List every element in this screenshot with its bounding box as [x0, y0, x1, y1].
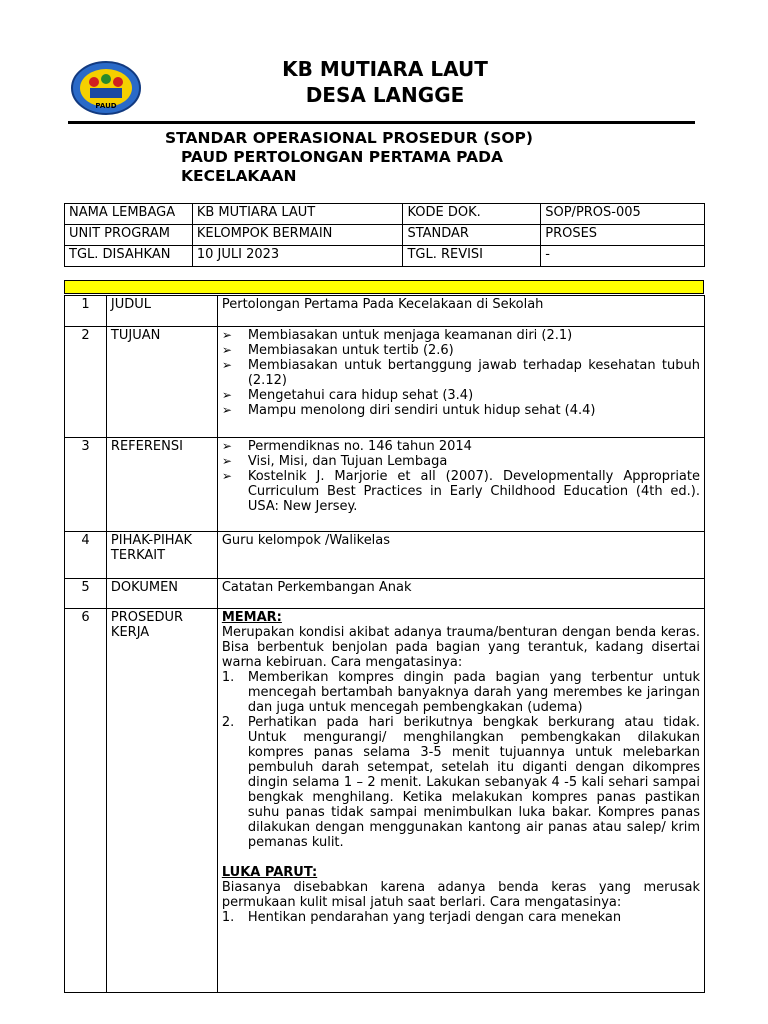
list-item: 2. Perhatikan pada hari berikutnya bengkak berkurang atau tidak. Untuk mengurangi/ menghilangkan pembengkakan dilakukan kompres panas selama 3-5 menit tujuannya untuk melebarkan pembuluh darah setempat, setelah itu diganti dengan dikompres dingin selama 1 – 2 menit. Lakukan sebanyak 4 -5 kali sehari sampai bengkak menghilang. Ketika melakukan kompres panas pastikan suhu panas tidak sampai menimbulkan luka bakar. Kompres panas dilakukan dengan menggunakan kantong air panas atau salep/ krim pemanas kulit. [221, 715, 700, 850]
list-item: ➢ Permendiknas no. 146 tahun 2014 [221, 439, 472, 454]
list-item: ➢ Membiasakan untuk menjaga keamanan diri (2.1) [221, 328, 573, 343]
memar-steps [222, 670, 700, 850]
header-divider [68, 121, 695, 124]
arrow-bullet-icon: ➢ [221, 388, 232, 402]
svg-text:PAUD: PAUD [95, 102, 117, 110]
school-title [230, 56, 540, 108]
arrow-bullet-icon: ➢ [221, 439, 232, 453]
paud-logo [70, 60, 142, 116]
list-item: ➢ Mengetahui cara hidup sehat (3.4) [221, 388, 474, 403]
list-item: ➢ Kostelnik J. Marjorie et all (2007). Developmentally Appropriate Curriculum Best Practices in Early Childhood Education (4th ed.). USA: New Jersey. [221, 469, 700, 514]
list-item: 1. Hentikan pendarahan yang terjadi dengan cara menekan [221, 910, 622, 925]
document-info-table [64, 203, 705, 267]
highlight-bar [64, 280, 704, 294]
list-item: ➢ Membiasakan untuk bertanggung jawab terhadap kesehatan tubuh (2.12) [221, 358, 700, 388]
table-row: 1 JUDUL Pertolongan Pertama Pada Kecelakaan di Sekolah [65, 296, 705, 327]
luka-parut-steps [222, 910, 700, 925]
sop-title: STANDAR OPERASIONAL PROSEDUR (SOP) PAUD PERTOLONGAN PERTAMA PADA KECELAKAAN [165, 129, 533, 185]
luka-parut-intro: Biasanya disebabkan karena adanya benda keras yang merusak permukaan kulit misal jatuh saat berlari. Cara mengatasinya: [221, 880, 700, 910]
list-item: ➢ Mampu menolong diri sendiri untuk hidup sehat (4.4) [221, 403, 596, 418]
memar-heading: MEMAR: [221, 610, 282, 625]
arrow-bullet-icon: ➢ [221, 403, 232, 417]
luka-parut-heading: LUKA PARUT: [221, 865, 318, 880]
school-village: DESA LANGGE [305, 83, 465, 107]
table-row: UNIT PROGRAM KELOMPOK BERMAIN STANDAR PROSES [65, 225, 705, 246]
table-row: TGL. DISAHKAN 10 JULI 2023 TGL. REVISI - [65, 246, 705, 267]
table-row: 3 REFERENSI ➢ Permendiknas no. 146 tahun 2014 ➢ Visi, Misi, dan Tujuan Lembaga ➢ Kostelnik J. Marjorie et all (2007). Developmentally Appropriate Curriculum Best Practices in Early Childhood Education (4th ed.). USA: New Jersey. [65, 438, 705, 532]
list-item: ➢ Visi, Misi, dan Tujuan Lembaga [221, 454, 448, 469]
arrow-bullet-icon: ➢ [221, 343, 232, 357]
table-row: 5 DOKUMEN Catatan Perkembangan Anak [65, 579, 705, 609]
arrow-bullet-icon: ➢ [221, 328, 232, 342]
referensi-list [222, 439, 700, 514]
tujuan-list [222, 328, 700, 418]
table-row: 2 TUJUAN ➢ Membiasakan untuk menjaga keamanan diri (2.1) ➢ Membiasakan untuk tertib (2.6) ➢ Membiasakan untuk bertanggung jawab terhadap kesehatan tubuh (2.12) ➢ Mengetahui cara hidup sehat (3.4) ➢ Mampu menolong diri sendiri untuk hidup sehat (4.4) [65, 327, 705, 438]
table-row: 4 PIHAK-PIHAK TERKAIT Guru kelompok /Walikelas [65, 532, 705, 579]
table-row: NAMA LEMBAGA KB MUTIARA LAUT KODE DOK. SOP/PROS-005 [65, 204, 705, 225]
arrow-bullet-icon: ➢ [221, 469, 232, 483]
list-item: 1. Memberikan kompres dingin pada bagian yang terbentur untuk mencegah bertambah banyaknya darah yang merembes ke jaringan dan juga untuk mencegah pembengkakan (udema) [221, 670, 700, 715]
table-row: 6 PROSEDUR KERJA MEMAR: Merupakan kondisi akibat adanya trauma/benturan dengan benda keras. Bisa berbentuk benjolan pada bagian yang terantuk, kadang disertai warna kebiruan. Cara mengatasinya: 1. Memberikan kompres dingin pada bagian yang terbentur untuk mencegah bertambah banyaknya darah yang merembes ke jaringan dan juga untuk mencegah pembengkakan (udema) 2. Perhatikan pada hari berikutnya bengkak berkurang atau tidak. Untuk mengurangi/ menghilangkan pembengkakan dilakukan kompres panas selama 3-5 menit tujuannya untuk melebarkan pembuluh darah setempat, setelah itu diganti dengan dikompres dingin selama 1 – 2 menit. Lakukan sebanyak 4 -5 kali sehari sampai bengkak menghilang. Ketika melakukan kompres panas pastikan suhu panas tidak sampai menimbulkan luka bakar. Kompres panas dilakukan dengan menggunakan kantong air panas atau salep/ krim pemanas kulit. LUKA PARUT: Biasanya disebabkan karena adanya benda keras yang merusak permukaan kulit misal jatuh saat berlari. Cara mengatasinya: 1. Hentikan pendarahan yang terjadi dengan cara menekan [65, 609, 705, 993]
school-name: KB MUTIARA LAUT [282, 57, 488, 81]
arrow-bullet-icon: ➢ [221, 358, 232, 372]
arrow-bullet-icon: ➢ [221, 454, 232, 468]
list-item: ➢ Membiasakan untuk tertib (2.6) [221, 343, 454, 358]
memar-intro: Merupakan kondisi akibat adanya trauma/benturan dengan benda keras. Bisa berbentuk benjolan pada bagian yang terantuk, kadang disertai warna kebiruan. Cara mengatasinya: [221, 625, 700, 670]
sop-table [64, 295, 705, 993]
